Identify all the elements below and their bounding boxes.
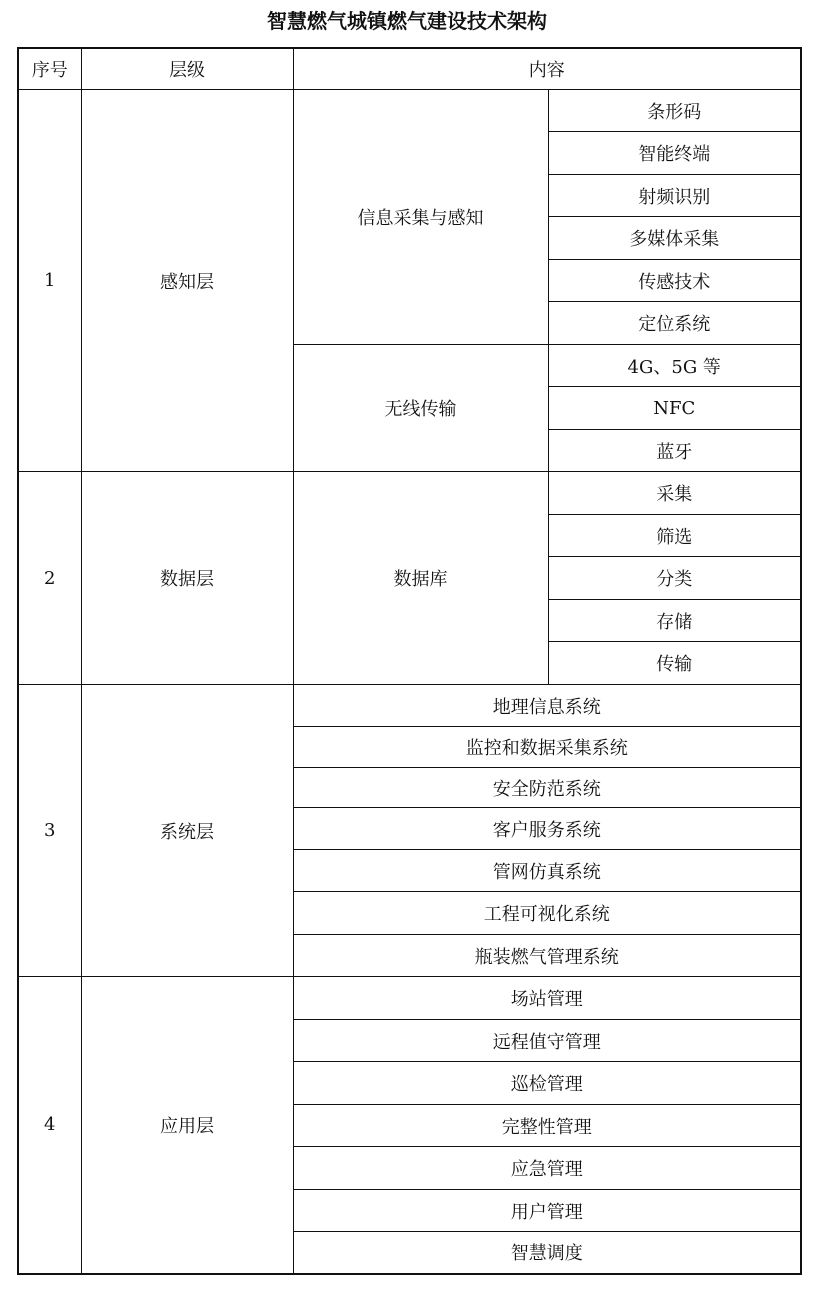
group-database: 数据库	[293, 472, 548, 685]
table-row	[18, 90, 801, 132]
system-cell: 监控和数据采集系统	[293, 727, 801, 768]
header-layer: 层级	[81, 48, 293, 90]
system-cell: 地理信息系统	[293, 685, 801, 727]
layer-4-name: 应用层	[81, 977, 293, 1274]
layer-4-no: 4	[18, 977, 81, 1274]
item-cell: 传输	[548, 642, 801, 685]
system-cell: 工程可视化系统	[293, 892, 801, 935]
item-cell: 蓝牙	[548, 430, 801, 472]
header-no: 序号	[18, 48, 81, 90]
table-title: 智慧燃气城镇燃气建设技术架构	[267, 9, 547, 33]
header-row	[18, 48, 801, 90]
group-info-collection: 信息采集与感知	[293, 90, 548, 345]
application-cell: 远程值守管理	[293, 1020, 801, 1062]
item-cell: 多媒体采集	[548, 217, 801, 260]
layer-3-name: 系统层	[81, 685, 293, 977]
application-cell: 应急管理	[293, 1147, 801, 1190]
layer-2-name: 数据层	[81, 472, 293, 685]
item-cell: 条形码	[548, 90, 801, 132]
table-row	[18, 472, 801, 515]
system-cell: 安全防范系统	[293, 768, 801, 808]
system-cell: 管网仿真系统	[293, 850, 801, 892]
item-cell: 传感技术	[548, 260, 801, 302]
group-wireless: 无线传输	[293, 345, 548, 472]
layer-3-no: 3	[18, 685, 81, 977]
application-cell: 完整性管理	[293, 1105, 801, 1147]
application-cell: 巡检管理	[293, 1062, 801, 1105]
item-cell: 存储	[548, 600, 801, 642]
application-cell: 智慧调度	[293, 1232, 801, 1274]
table-row	[18, 977, 801, 1020]
system-cell: 瓶装燃气管理系统	[293, 935, 801, 977]
header-content: 内容	[293, 48, 801, 90]
item-cell: 采集	[548, 472, 801, 515]
layer-1-no: 1	[18, 90, 81, 472]
item-cell: 4G、5G 等	[548, 345, 801, 387]
item-cell: 射频识别	[548, 175, 801, 217]
item-cell: 定位系统	[548, 302, 801, 345]
application-cell: 用户管理	[293, 1190, 801, 1232]
table-row	[18, 685, 801, 727]
layer-1-name: 感知层	[81, 90, 293, 472]
system-cell: 客户服务系统	[293, 808, 801, 850]
item-cell: NFC	[548, 387, 801, 430]
item-cell: 筛选	[548, 515, 801, 557]
item-cell: 分类	[548, 557, 801, 600]
layer-2-no: 2	[18, 472, 81, 685]
item-cell: 智能终端	[548, 132, 801, 175]
architecture-table	[17, 47, 802, 1275]
application-cell: 场站管理	[293, 977, 801, 1020]
